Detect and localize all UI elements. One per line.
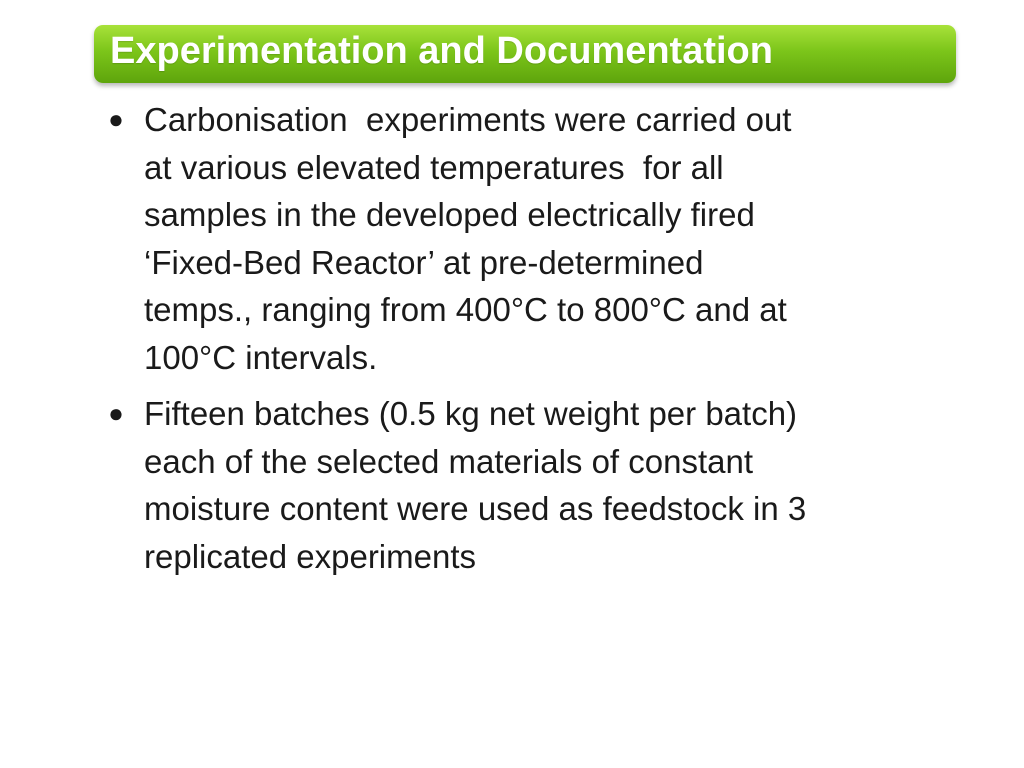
bullet-text-line: replicated experiments — [144, 537, 476, 575]
bullet-icon: ● — [108, 398, 124, 428]
bullet-text-line: each of the selected materials of constant — [144, 442, 754, 480]
bullet-item-carbonisation — [104, 96, 964, 381]
slide-title: Experimentation and Documentation — [110, 30, 773, 72]
title-banner — [94, 25, 956, 83]
bullet-list — [104, 96, 964, 589]
bullet-text-line: 100°C intervals. — [144, 338, 378, 376]
bullet-text-line: ‘Fixed-Bed Reactor’ at pre-determined — [144, 243, 704, 281]
bullet-text-line: Fifteen batches (0.5 kg net weight per batch) — [144, 395, 798, 432]
bullet-text-line: at various elevated temperatures for all — [144, 148, 724, 186]
bullet-text-line: samples in the developed electrically fired — [144, 196, 755, 233]
bullet-text-line: temps., ranging from 400°C to 800°C and at — [144, 291, 787, 328]
bullet-item-batches — [104, 390, 964, 580]
bullet-text-line: Carbonisation experiments were carried out — [144, 101, 792, 138]
bullet-icon: ● — [108, 104, 124, 134]
bullet-text-line: moisture content were used as feedstock in 3 — [144, 490, 807, 527]
